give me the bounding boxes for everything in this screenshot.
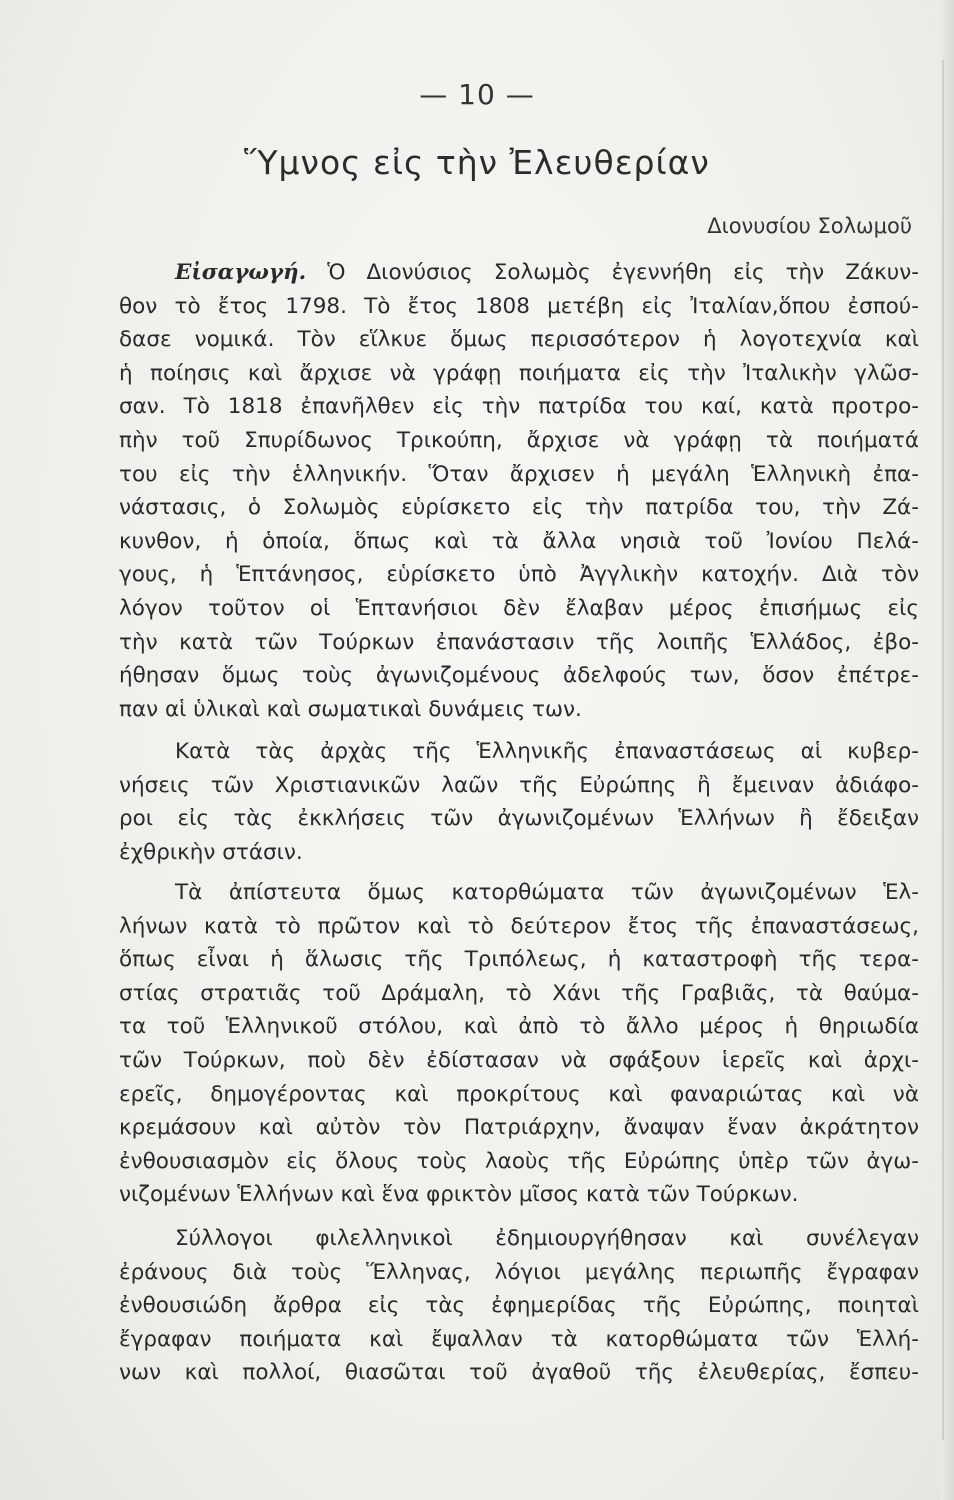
text-line: ἡ ποίησις καὶ ἄρχισε νὰ γράφῃ ποιήματα εἰς τὴν Ἰταλικὴν γλῶσ- bbox=[119, 360, 919, 386]
text-line: κυνθον, ἡ ὁποία, ὅπως καὶ τὰ ἄλλα νησιὰ τοῦ Ἰονίου Πελά- bbox=[119, 528, 919, 554]
page-number: — 10 — bbox=[419, 78, 535, 111]
text-line: ροι εἰς τὰς ἐκκλήσεις τῶν ἀγωνιζομένων Ἑλλήνων ἢ ἔδειξαν bbox=[119, 806, 919, 832]
paragraph-4 bbox=[119, 1222, 919, 1390]
text-line: νιζομένων Ἑλλήνων καὶ ἕνα φρικτὸν μῖσος κατὰ τῶν Τούρκων. bbox=[119, 1182, 799, 1208]
text-line: κρεμάσουν καὶ αὐτὸν τὸν Πατριάρχην, ἄναψαν ἕναν ἀκράτητον bbox=[119, 1115, 919, 1141]
poem-title: Ὕμνος εἰς τὴν Ἐλευθερίαν bbox=[244, 143, 710, 182]
text-line: λόγον τοῦτον οἱ Ἑπτανήσιοι δὲν ἔλαβαν μέρος ἐπισήμως εἰς bbox=[119, 595, 919, 621]
text-line: του εἰς τὴν ἑλληνικήν. Ὅταν ἄρχισεν ἡ μεγάλη Ἑλληνικὴ ἐπα- bbox=[119, 461, 919, 487]
text-line bbox=[119, 256, 919, 290]
text-line: νων καὶ πολλοί, θιασῶται τοῦ ἀγαθοῦ τῆς ἐλευθερίας, ἔσπευ- bbox=[119, 1360, 919, 1386]
author-name: Διονυσίου Σολωμοῦ bbox=[707, 214, 912, 238]
line-text: Ὁ Διονύσιος Σολωμὸς ἐγεννήθη εἰς τὴν Ζάκυν- bbox=[327, 260, 919, 285]
paragraph-3 bbox=[119, 876, 919, 1212]
text-line: ὅπως εἶναι ἡ ἅλωσις τῆς Τριπόλεως, ἡ καταστροφὴ τῆς τερα- bbox=[119, 947, 919, 973]
text-line: ἔγραφαν ποιήματα καὶ ἔψαλλαν τὰ κατορθώματα τῶν Ἑλλή- bbox=[119, 1326, 919, 1352]
paragraph-2 bbox=[119, 735, 919, 869]
text-line: δασε νομικά. Τὸν εἵλκυε ὅμως περισσότερον ἡ λογοτεχνία καὶ bbox=[119, 327, 919, 353]
text-line: σαν. Τὸ 1818 ἐπανῆλθεν εἰς τὴν πατρίδα του καί, κατὰ προτρο- bbox=[119, 394, 919, 420]
text-line: τα τοῦ Ἑλληνικοῦ στόλου, καὶ ἀπὸ τὸ ἄλλο μέρος ἡ θηριωδία bbox=[119, 1014, 919, 1040]
page-edge bbox=[940, 0, 954, 1500]
text-line: ἐνθουσιασμὸν εἰς ὅλους τοὺς λαοὺς τῆς Εὐρώπης ὑπὲρ τῶν ἀγω- bbox=[119, 1148, 919, 1174]
text-line: λήνων κατὰ τὸ πρῶτον καὶ τὸ δεύτερον ἔτος τῆς ἐπαναστάσεως, bbox=[119, 913, 919, 939]
section-lead: Εἰσαγωγή. bbox=[175, 260, 307, 285]
text-line: ἐράνους διὰ τοὺς Ἕλληνας, λόγιοι μεγάλης περιωπῆς ἔγραφαν bbox=[119, 1259, 919, 1285]
text-line: ἐνθουσιώδη ἄρθρα εἰς τὰς ἐφημερίδας τῆς Εὐρώπης, ποιηταὶ bbox=[119, 1293, 919, 1319]
text-line: νήσεις τῶν Χριστιανικῶν λαῶν τῆς Εὐρώπης ἢ ἔμειναν ἀδιάφο- bbox=[119, 772, 919, 798]
text-line: Σύλλογοι φιλελληνικοὶ ἐδημιουργήθησαν καὶ συνέλεγαν bbox=[175, 1226, 919, 1251]
text-line: ήθησαν ὅμως τοὺς ἀγωνιζομένους ἀδελφούς των, ὅσον ἐπέτρε- bbox=[119, 663, 919, 689]
text-line: νάστασις, ὁ Σολωμὸς εὑρίσκετο εἰς τὴν πατρίδα του, τὴν Ζά- bbox=[119, 495, 919, 521]
text-line: Κατὰ τὰς ἀρχὰς τῆς Ἑλληνικῆς ἐπαναστάσεως αἱ κυβερ- bbox=[175, 739, 919, 764]
text-line: πὴν τοῦ Σπυρίδωνος Τρικούπη, ἄρχισε νὰ γράφῃ τὰ ποιήματά bbox=[119, 427, 919, 453]
text-line: ἐχθρικὴν στάσιν. bbox=[119, 839, 303, 865]
text-line: θον τὸ ἔτος 1798. Τὸ ἔτος 1808 μετέβη εἰς Ἰταλίαν,ὅπου ἐσπού- bbox=[119, 293, 919, 319]
text-line: ερεῖς, δημογέροντας καὶ προκρίτους καὶ φαναριώτας καὶ νὰ bbox=[119, 1081, 919, 1107]
text-line: παν αἱ ὑλικαὶ καὶ σωματικαὶ δυνάμεις των. bbox=[119, 696, 582, 722]
text-line: τῶν Τούρκων, ποὺ δὲν ἐδίστασαν νὰ σφάξουν ἱερεῖς καὶ ἀρχι- bbox=[119, 1047, 919, 1073]
text-line: στίας στρατιᾶς τοῦ Δράμαλη, τὸ Χάνι τῆς Γραβιᾶς, τὰ θαύμα- bbox=[119, 980, 919, 1006]
text-line: γους, ἡ Ἑπτάνησος, εὑρίσκετο ὑπὸ Ἀγγλικὴν κατοχήν. Διὰ τὸν bbox=[119, 562, 919, 588]
text-line: Τὰ ἀπίστευτα ὅμως κατορθώματα τῶν ἀγωνιζομένων Ἑλ- bbox=[175, 880, 919, 905]
text-line: τὴν κατὰ τῶν Τούρκων ἐπανάστασιν τῆς λοιπῆς Ἑλλάδος, ἐβο- bbox=[119, 629, 919, 655]
paragraph-introduction bbox=[119, 256, 919, 726]
